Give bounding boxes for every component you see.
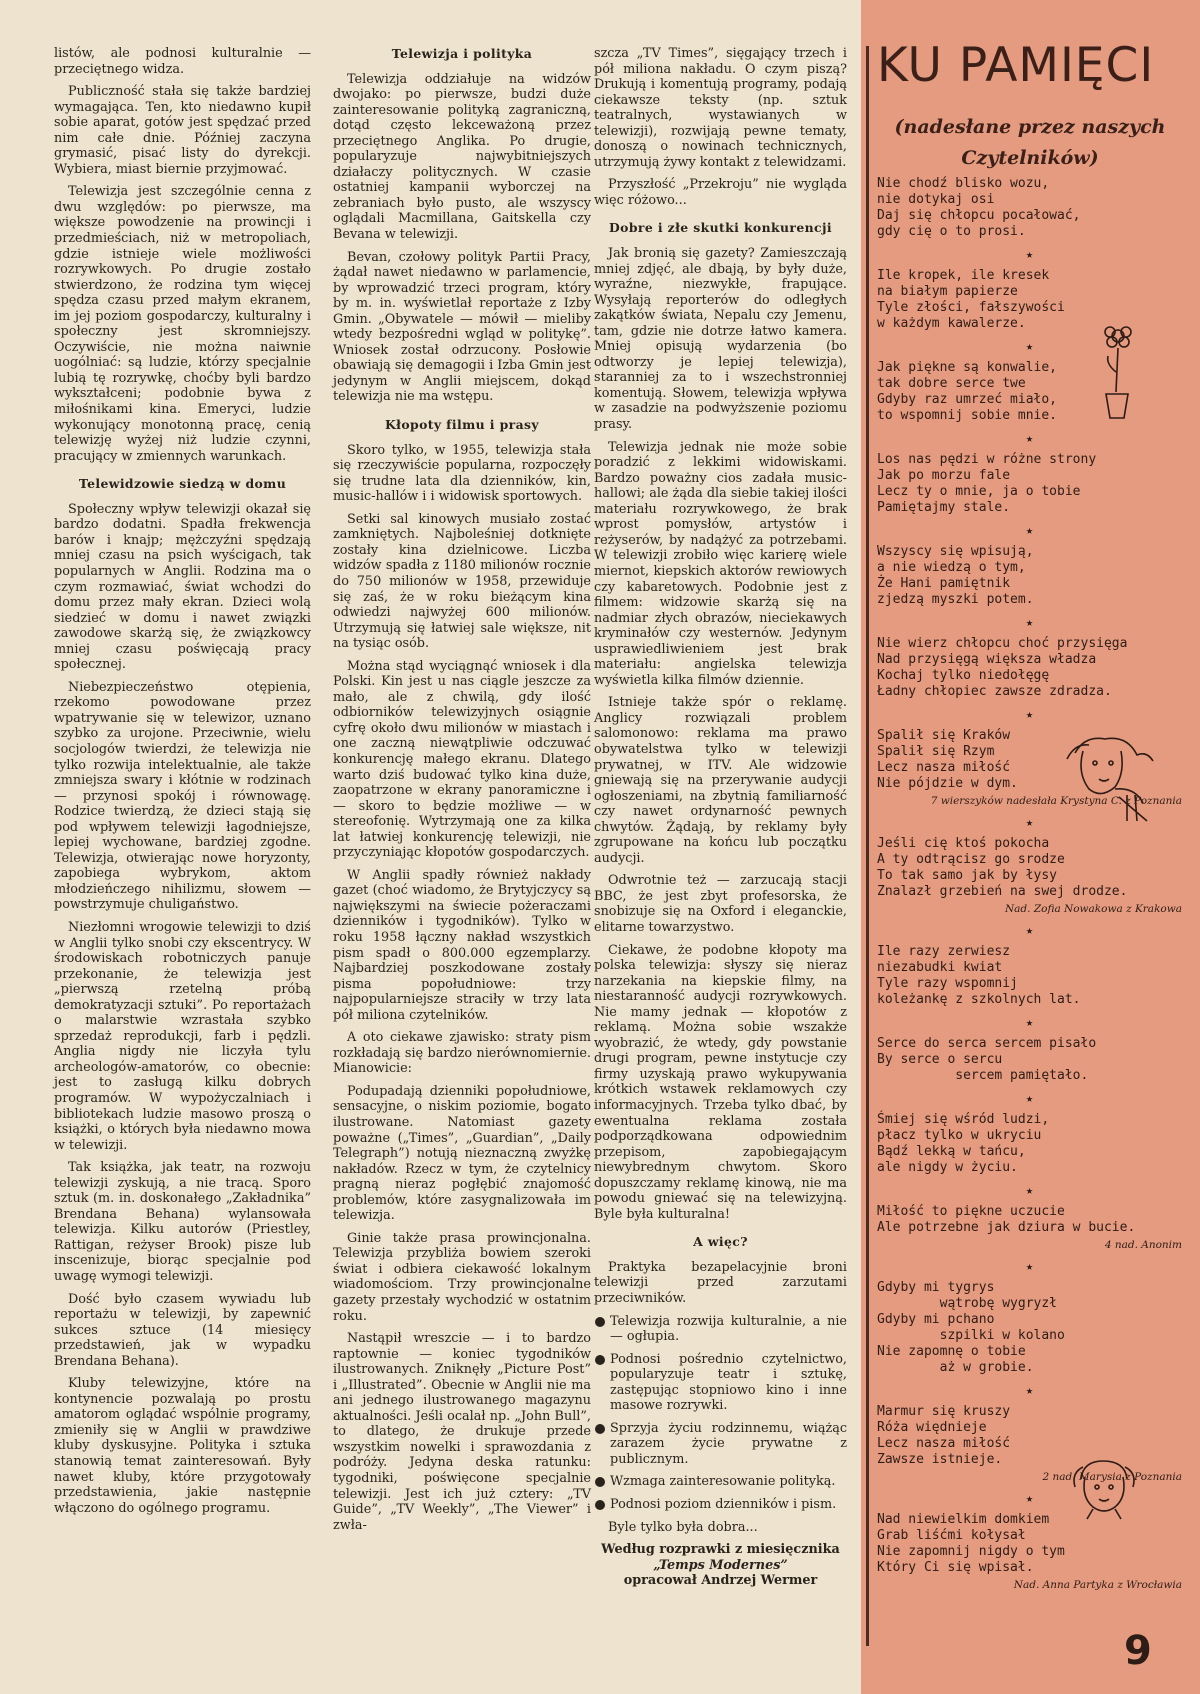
- paragraph: [594, 46, 847, 170]
- poem-line: nie dotykaj osi: [877, 192, 995, 207]
- text: Telewizja jest szczególnie cenna z dwu względów: po pierwsze, ma większe powodzenie na prowincji i przedmieściach, niż w metropoliach, gdzie istnieje wiele możliwości rozrywkowych. Po drugie zostało stwierdzono, że rodzina tym więcej spędza czasu przed małym ekranem, im jej poziom gospodarczy, kulturalny i społeczny jest skromniejszy. Oczywiście, nie można naiwnie uogólniać: są ludzie, którzy specjalnie lubią tę rozrywkę, choćby byli bardzo wykształceni; podobnie bywa z miłośnikami kina. Emeryci, ludzie wykonujący monotonną pracę, cenią telewizję wyżej niż ludzie czynni, pracujący w zmiennych warunkach.: [54, 184, 311, 464]
- paragraph: [594, 440, 847, 689]
- paragraph: [54, 1160, 311, 1284]
- poem-line: a nie wiedzą o tym,: [877, 560, 1026, 575]
- poem-line: w każdym kawalerze.: [877, 316, 1026, 331]
- poem-line: sercem pamiętało.: [877, 1068, 1089, 1083]
- paragraph: [333, 250, 591, 405]
- text: Jak bronią się gazety? Zamieszczają mniej zdjęć, ale dbają, by były duże, wyraźne, niezwykłe, frapujące. Wysyłają reporterów do odległych zakątków świata, Nepalu czy Jemenu, tam, gdzie nie dotrze łatwo kamera. Mniej opisują wydarzenia (bo odtworzy je lepiej telewizja), staranniej za to i wszechstronniej komentują. Słowem, telewizja wpływa w zasadzie na podwyższenie poziomu prasy.: [594, 246, 847, 433]
- poem-line: Ile kropek, ile kresek: [877, 268, 1050, 283]
- poem-attribution: Nad. Zofia Nowakowa z Krakowa: [1004, 903, 1182, 915]
- poem-line: Gdyby mi tygrys: [877, 1280, 995, 1295]
- poem: [877, 1036, 1182, 1084]
- text: Telewidzowie siedzą w domu: [78, 476, 287, 492]
- text: Niezłomni wrogowie telewizji to dziś w Anglii tylko snobi czy ekscentrycy. W środowiskach robotniczych panuje przekonanie, że telewizja jest „pierwszą rzetelną próbą demokratyzacji sztuki”. Po reportażach o malarstwie wzrastała szybko sprzedaż reprodukcji, farb i pędzli. Anglia nigdy nie liczyła tylu archeologów-amatorów, co obecnie: jest to zasługą kilku dobrych programów. W wypożyczalniach i bibliotekach ludzie masowo proszą o książki, o których była niedawno mowa w telewizji.: [54, 919, 311, 1153]
- sidebar-title: KU PAMIĘCI: [877, 38, 1155, 93]
- poem-line: Grab liśćmi kołysał: [877, 1528, 1026, 1543]
- poem-line: na białym papierze: [877, 284, 1018, 299]
- poem-line: Serce do serca sercem pisało: [877, 1036, 1097, 1051]
- poem-line: koleżankę z szkolnych lat.: [877, 992, 1081, 1007]
- bullet-point: [594, 1421, 847, 1468]
- poem-line: zjedzą myszki potem.: [877, 592, 1034, 607]
- paragraph: [594, 943, 847, 1223]
- text: Ginie także prasa prowincjonalna. Telewizja przybliża bowiem szeroki świat i odbiera ciekawość lokalnym wiadomościom. Trzy prowincjonalne gazety przestały wychodzić w ostatnim roku.: [333, 1230, 591, 1324]
- star-separator-icon: ★: [1025, 815, 1034, 829]
- poem-line: Jak po morzu fale: [877, 468, 1011, 483]
- poem-attribution: 4 nad. Anonim: [1104, 1239, 1182, 1251]
- poem-line: Spalił się Kraków: [877, 728, 1011, 743]
- text: Wzmaga zainteresowanie polityką.: [610, 1474, 836, 1490]
- paragraph: [333, 1030, 591, 1077]
- poem-line: Gdyby raz umrzeć miało,: [877, 392, 1058, 407]
- text: Niebezpieczeństwo otępienia, rzekomo powodowane przez wpatrywanie się w telewizor, uznano szybko za urojone. Przeciwnie, wielu socjologów twierdzi, że telewizja nie tylko rozwija intelektualnie, ale także zmniejsza swary i kłótnie w rodzinach — przynosi spokój i równowagę. Rodzice twierdzą, że dzieci stają się pod wpływem telewizji łagodniejsze, lepiej wychowane, bardziej zgodne. Telewizja, otwierając nowe horyzonty, zapobiega wybrykom, aktom młodzieńczego nihilizmu, słowem — powstrzymuje chuligaństwo.: [54, 679, 311, 913]
- text: Istnieje także spór o reklamę. Anglicy rozwiązali problem salomonowo: reklama ma prawo obywatelstwa tylko w telewizji prywatnej, w ITV. Ale widzowie gniewają się na przerywanie audycji ogłoszeniami, na zbytnią familiarność czy nawet ordynarność pewnych chwytów. Żądają, by reklamy były zgrupowane na końcu lub początku audycji.: [594, 695, 847, 866]
- poem-line: Śmiej się wśród ludzi,: [877, 1112, 1050, 1127]
- bullet-point: [594, 1497, 847, 1513]
- star-separator-icon: ★: [1025, 1183, 1034, 1197]
- text: Telewizja i polityka: [391, 46, 533, 61]
- bullet-dot-icon: [595, 1477, 605, 1487]
- text: Społeczny wpływ telewizji okazał się bardzo dodatni. Spadła frekwencja barów i knajp; mężczyźni spędzają mniej czasu na psich wyścigach, tak popularnych w Anglii. Rodzina ma o czym rozmawiać, świat wchodzi do domu przez mały ekran. Dzieci wolą siedzieć w domu i nawet związki zawodowe skarżą się, że związkowcy mniej czasu poświęcają pracy społecznej.: [54, 501, 311, 673]
- section-heading: [333, 46, 591, 62]
- poem-attribution: Nad. Anna Partyka z Wrocławia: [1013, 1579, 1182, 1591]
- text: A więc?: [693, 1234, 748, 1250]
- paragraph: [54, 46, 311, 77]
- poem-line: Nie pójdzie w dym.: [877, 776, 1018, 791]
- poem: [877, 1204, 1182, 1252]
- text: Podnosi poziom dzienników i pism.: [610, 1497, 837, 1513]
- poem-line: Róża więdnieje: [877, 1420, 987, 1435]
- bullet-point: [594, 1474, 847, 1490]
- text: W Anglii spadły również nakłady gazet (choć wiadomo, że Brytyjczycy są największymi na świecie pożeraczami dzienników i tygodników). Tylko w roku 1958 łączny nakład wszystkich pism spadł o 800.000 egzemplarzy. Najbardziej poszkodowane zostały pisma popołudniowe: trzy najpopularniejsze straciły w trzy lata pół miliona czytelników.: [333, 867, 591, 1023]
- poem-line: Który Ci się wpisał.: [877, 1560, 1034, 1575]
- poem: [877, 1512, 1182, 1592]
- poem-line: Pamiętajmy stale.: [877, 500, 1011, 515]
- star-separator-icon: ★: [1025, 615, 1034, 629]
- poem: [877, 944, 1182, 1008]
- poem-line: płacz tylko w ukryciu: [877, 1128, 1042, 1143]
- paragraph: [333, 1084, 591, 1224]
- star-separator-icon: ★: [1025, 1383, 1034, 1397]
- paragraph: [594, 873, 847, 935]
- credit-author: opracował Andrzej Wermer: [623, 1573, 818, 1589]
- text: Byle tylko była dobra...: [608, 1519, 758, 1535]
- bullet-dot-icon: [595, 1355, 605, 1365]
- paragraph: [54, 920, 311, 1153]
- poem-line: Tyle złości, fałszywości: [877, 300, 1065, 315]
- poem-line: Spalił się Rzym: [877, 744, 995, 759]
- star-separator-icon: ★: [1025, 707, 1034, 721]
- poem: [877, 452, 1182, 516]
- section-heading: [333, 417, 591, 433]
- text: Przyszłość „Przekroju” nie wygląda więc różowo...: [594, 177, 847, 208]
- paragraph: [333, 1231, 591, 1324]
- poem-line: Lecz nasza miłość: [877, 760, 1011, 775]
- poem-line: Gdyby mi pchano: [877, 1312, 995, 1327]
- article-credit: [594, 1542, 847, 1589]
- paragraph: [594, 177, 847, 208]
- poem: [877, 1112, 1182, 1176]
- text: Telewizja jednak nie może sobie poradzić z lekkimi widowiskami. Bardzo poważny cios zadała music-hallowi; ale żąda dla siebie takiej ilości materiału rozrywkowego, że brak wprost pomysłów, artystów i reżyserów, by nadążyć za potrzebami. W telewizji zrobiło więc karierę wiele miernot, kiepskich aktorów rewiowych czy kabaretowych. Podobnie jest z filmem: widzowie skarżą się na nadmiar złych obrazów, nieciekawych kryminałów czy westernów. Jedynym usprawiedliwieniem jest brak materiału: angielska telewizja wyświetla kilka filmów dziennie.: [594, 439, 847, 688]
- poem: [877, 544, 1182, 608]
- paragraph: [333, 512, 591, 652]
- text: listów, ale podnosi kulturalnie — przeciętnego widza.: [54, 46, 311, 77]
- poem-line: A ty odtrącisz go srodze: [877, 852, 1065, 867]
- paragraph: [54, 502, 311, 673]
- bullet-dot-icon: [595, 1317, 605, 1327]
- article-column-1: [54, 46, 311, 1523]
- sidebar-rule: [866, 46, 869, 1646]
- text: szcza „TV Times”, sięgający trzech i pół miliona nakładu. O czym piszą? Drukują i komentują programy, podają ciekawsze teksty (np. sztuk teatralnych, wystawianych w telewizji), rozwijają pewne tematy, donoszą o nowinach technicznych, utrzymują żywy kontakt z telewidzami.: [594, 46, 847, 170]
- poem-line: Jeśli cię ktoś pokocha: [877, 836, 1050, 851]
- poem-line: niezabudki kwiat: [877, 960, 1003, 975]
- text: A oto ciekawe zjawisko: straty pism rozkładają się bardzo nierównomiernie. Mianowicie:: [333, 1030, 591, 1077]
- poem-line: Ile razy zerwiesz: [877, 944, 1011, 959]
- poem-line: Lecz ty o mnie, ja o tobie: [877, 484, 1081, 499]
- poem-line: gdy cię o to prosi.: [877, 224, 1026, 239]
- star-separator-icon: ★: [1025, 247, 1034, 261]
- poem-line: Nie zapomnę o tobie: [877, 1344, 1026, 1359]
- page-number: 9: [1124, 1628, 1152, 1674]
- section-heading: [594, 220, 847, 236]
- poem: [877, 836, 1182, 916]
- bullet-dot-icon: [595, 1424, 605, 1434]
- text: Ciekawe, że podobne kłopoty ma polska telewizja: słyszy się nieraz narzekania na kiepskie filmy, na niestaranność audycji rozrywkowych. Nie mamy jednak — kłopotów z reklamą. Można sobie wszakże wyobrazić, że wtedy, gdy powstanie drugi program, pewne instytucje czy firmy uzyskają prawo wykupywania krótkich wstawek reklamowych czy informacyjnych. Trzeba tylko dbać, by ewentualna reklama została podporządkowana odpowiednim przepisom, zapobiegającym niewybrednym chwytom. Skoro dopuszczamy reklamę kinową, nie ma powodu gniewać się na telewizyjną. Byle była kulturalna!: [594, 942, 847, 1222]
- article-column-2: [333, 46, 591, 1540]
- sidebar-subtitle: (nadesłane przez naszych Czytelników): [894, 116, 1166, 169]
- poem-line: Wszyscy się wpisują,: [877, 544, 1034, 559]
- star-separator-icon: ★: [1025, 339, 1034, 353]
- poem-line: ale nigdy w życiu.: [877, 1160, 1018, 1175]
- text: Nastąpił wreszcie — i to bardzo raptownie — koniec tygodników ilustrowanych. Zniknęły „Picture Post” i „Illustrated”. Obecnie w Anglii nie ma ani jednego ilustrowanego magazynu aktualności. Jeśli ocalał np. „John Bull”, to dlatego, że drukuje przede wszystkim nowelki i sprawozdania z podróży. Jedyna deska ratunku: tygodniki, poświęcone specjalnie telewizji. Jest ich już cztery: „TV Guide”, „TV Weekly”, „The Viewer” i zwła-: [333, 1331, 591, 1533]
- poem-line: Marmur się kruszy: [877, 1404, 1011, 1419]
- poem-attribution: 2 nad. Marysia z Poznania: [1042, 1471, 1182, 1483]
- poem-line: Ale potrzebne jak dziura w bucie.: [877, 1220, 1136, 1235]
- article-column-3: [594, 46, 847, 1596]
- paragraph: [333, 659, 591, 861]
- text: Bevan, czołowy polityk Partii Pracy, żądał nawet niedawno w parlamencie, by wprowadzić trzeci program, który by m. in. wyświetlał reportaże z Izby Gmin. „Obywatele — mówił — mieliby wtedy bezpośredni wgląd w politykę”. Wniosek został odrzucony. Posłowie obawiają się demagogii i Izba Gmin jest jedynym w Anglii miejscem, dokąd telewizja nie ma wstępu.: [333, 249, 591, 405]
- star-separator-icon: ★: [1025, 1259, 1034, 1273]
- paragraph: [594, 1520, 847, 1536]
- paragraph: [594, 1260, 847, 1307]
- credit-source: Według rozprawki z miesięcznika: [601, 1542, 840, 1558]
- paragraph: [333, 868, 591, 1023]
- text: Publiczność stała się także bardziej wymagająca. Ten, kto niedawno kupił sobie aparat, gotów jest spędzać przed nim całe dnie. Później zaczyna grymasić, pisać listy do dyrekcji. Wybiera, miast biernie przyjmować.: [54, 84, 311, 177]
- poem: [877, 636, 1182, 700]
- paragraph: [54, 680, 311, 913]
- bullet-dot-icon: [595, 1500, 605, 1510]
- poem-line: szpilki w kolano: [877, 1328, 1065, 1343]
- poem-line: Bądź lekką w tańcu,: [877, 1144, 1026, 1159]
- flower-pot-doodle-icon: [1098, 322, 1138, 422]
- poem-attribution: 7 wierszyków nadesłała Krystyna C. z Poznania: [930, 795, 1182, 807]
- poem-line: Jak piękne są konwalie,: [877, 360, 1058, 375]
- text: Telewizja rozwija kulturalnie, a nie — ogłupia.: [610, 1313, 847, 1345]
- star-separator-icon: ★: [1025, 923, 1034, 937]
- paragraph: [594, 246, 847, 433]
- paragraph: [333, 1331, 591, 1533]
- poem-line: Tyle razy wspomnij: [877, 976, 1018, 991]
- paragraph: [54, 1292, 311, 1370]
- text: Podupadają dzienniki popołudniowe, sensacyjne, o niskim poziomie, bogato ilustrowane. Natomiast gazety poważne („Times”, „Guardian”, „Daily Telegraph”) notują nieznaczną zwyżkę nakładów. Rzecz w tym, że czytelnicy pragną nieraz pogłębić znajomość problemów, które zasygnalizowała im telewizja.: [333, 1083, 591, 1224]
- text: Dość było czasem wywiadu lub reportażu w telewizji, by zapewnić sukces sztuce (14 miesięcy przedstawień, jak w wypadku Brendana Behana).: [54, 1291, 311, 1369]
- poem-line: Los nas pędzi w różne strony: [877, 452, 1097, 467]
- poem-line: Zawsze istnieje.: [877, 1452, 1003, 1467]
- poem-line: Nie chodź blisko wozu,: [877, 176, 1050, 191]
- text: Sprzyja życiu rodzinnemu, wiążąc zarazem życie prywatne z publicznym.: [610, 1420, 847, 1467]
- star-separator-icon: ★: [1025, 1491, 1034, 1505]
- paragraph: [333, 72, 591, 243]
- text: Można stąd wyciągnąć wniosek i dla Polski. Kin jest u nas ciągle jeszcze za mało, ale z chwilą, gdy ilość odbiorników telewizyjnych osiągnie cyfrę około dwu milionów w miastach i one zaczną niewątpliwie odczuwać konkurencję małego ekranu. Dlatego warto dziś budować tylko kina duże, zaopatrzone w ekrany panoramiczne i — skoro to będzie możliwe — w stereofonię. Wytrzymają one za kilka lat łatwiej konkurencję telewizji, nie przyczyniając kłopotów gospodarczych.: [333, 658, 591, 861]
- poem-line: to wspomnij sobie mnie.: [877, 408, 1058, 423]
- bullet-point: [594, 1352, 847, 1414]
- text: Skoro tylko, w 1955, telewizja stała się rzeczywiście popularna, rozpoczęły się trudne lata dla dzienników, kin, music-hallów i i widowisk sportowych.: [333, 442, 591, 505]
- paragraph: [54, 84, 311, 177]
- poem-line: Lecz nasza miłość: [877, 1436, 1011, 1451]
- star-separator-icon: ★: [1025, 1015, 1034, 1029]
- text: Telewizja oddziałuje na widzów dwojako: po pierwsze, budzi duże zainteresowanie polityką zagraniczną, dotąd często lekceważoną przez przeciętnego Anglika. Po drugie, popularyzuje najwybitniejszych działaczy politycznych. W czasie ostatniej kampanii wyborczej na zebraniach było pusto, ale wszyscy oglądali Macmillana, Gaitskella czy Bevana w telewizji.: [333, 71, 591, 243]
- credit-magazine: „Temps Modernes”: [653, 1557, 788, 1573]
- paragraph: [333, 443, 591, 505]
- poem-line: tak dobre serce twe: [877, 376, 1026, 391]
- bullet-point: [594, 1314, 847, 1345]
- poem-line: Daj się chłopcu pocałować,: [877, 208, 1081, 223]
- star-separator-icon: ★: [1025, 1091, 1034, 1105]
- poem-line: wątrobę wygryzł: [877, 1296, 1058, 1311]
- poem-line: Nad niewielkim domkiem: [877, 1512, 1050, 1527]
- star-separator-icon: ★: [1025, 523, 1034, 537]
- text: Tak książka, jak teatr, na rozwoju telewizji zyskują, a nie tracą. Sporo sztuk (m. in. doskonałego „Zakładnika” Brendana Behana) wylansowała telewizja. Kilku autorów (Priestley, Rattigan, reżyser Brook) pisze lub inscenizuje, biorąc specjalnie pod uwagę wymogi telewizji.: [54, 1160, 311, 1285]
- section-heading: [594, 1234, 847, 1250]
- text: Praktyka bezapelacyjnie broni telewizji przed zarzutami przeciwników.: [594, 1259, 847, 1307]
- poem-line: Znalazł grzebień na swej drodze.: [877, 884, 1128, 899]
- paragraph: [594, 695, 847, 866]
- poem-line: Ładny chłopiec zawsze zdradza.: [877, 684, 1112, 699]
- poem-line: By serce o sercu: [877, 1052, 1003, 1067]
- section-heading: [54, 476, 311, 492]
- girl-face-doodle-2-icon: [1067, 1457, 1141, 1521]
- text: Odwrotnie też — zarzucają stacji BBC, że jest zbyt profesorska, że snobizuje się na Oxford i eleganckie, elitarne towarzystwo.: [594, 873, 847, 935]
- text: Dobre i złe skutki konkurencji: [609, 220, 832, 236]
- poem-line: Kochaj tylko niedołęgę: [877, 668, 1050, 683]
- poem: [877, 1280, 1182, 1376]
- star-separator-icon: ★: [1025, 431, 1034, 445]
- poem-line: Że Hani pamiętnik: [877, 576, 1011, 591]
- text: Setki sal kinowych musiało zostać zamkniętych. Najboleśniej dotknięte zostały kina dzielnicowe. Liczba widzów spadła z 1180 milionów rocznie do 750 milionów w 1958, przewiduje się zaś, że w roku bieżącym kina odwiedzi najwyżej 600 milionów. Utrzymują się łatwiej sale większe, nit na tysiąc osób.: [333, 511, 591, 652]
- poem-line: aż w grobie.: [877, 1360, 1034, 1375]
- text: Kluby telewizyjne, które na kontynencie pozwalają po prostu amatorom oglądać wspólnie programy, zmieniły się w Anglii w prawdziwe kluby dyskusyjne. Polityka i sztuka stanowią temat zainteresowań. Były nawet kluby, które przygotowały przedstawienia, jakie następnie włączono do ogólnego programu.: [54, 1376, 311, 1516]
- poem-line: Nie zapomnij nigdy o tym: [877, 1544, 1065, 1559]
- text: Kłopoty filmu i prasy: [385, 417, 539, 433]
- poem-line: To tak samo jak by łysy: [877, 868, 1058, 883]
- paragraph: [54, 184, 311, 464]
- poem: [877, 176, 1182, 240]
- poem-line: Miłość to piękne uczucie: [877, 1204, 1065, 1219]
- poem-line: Nie wierz chłopcu choć przysięga: [877, 636, 1128, 651]
- text: Podnosi pośrednio czytelnictwo, popularyzuje teatr i sztukę, zastępując stopniowo kino i inne masowe rozrywki.: [610, 1351, 847, 1414]
- paragraph: [54, 1376, 311, 1516]
- girl-face-doodle-icon: [1055, 733, 1165, 823]
- poem-line: Nad przysięgą większa władza: [877, 652, 1097, 667]
